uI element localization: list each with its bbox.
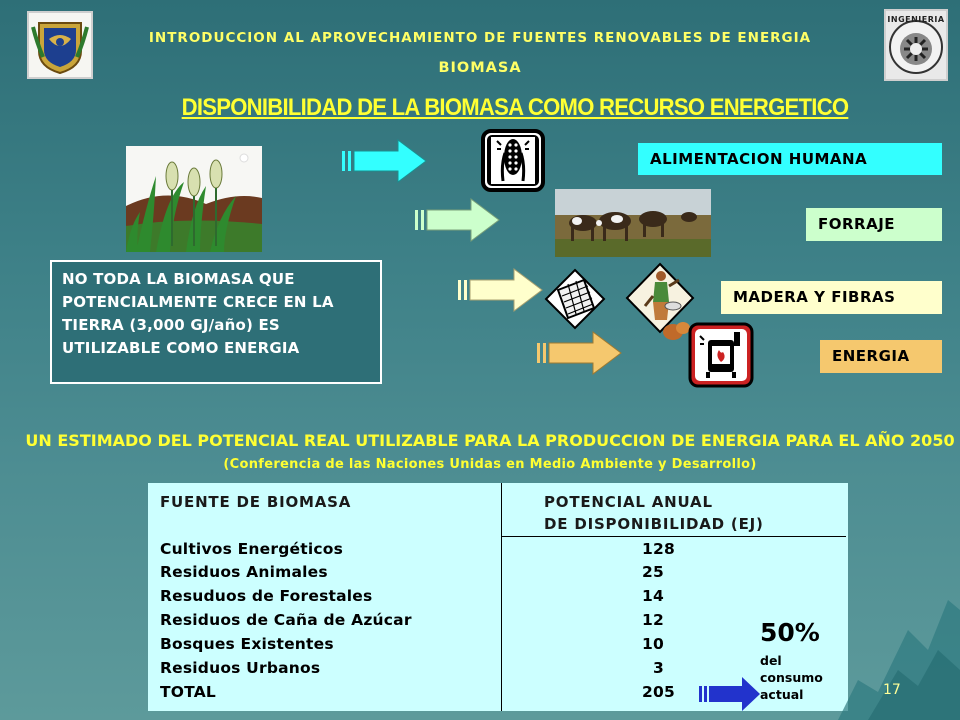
header-source: FUENTE DE BIOMASA [160,493,352,511]
label-forraje: FORRAJE [806,208,942,241]
row-source-forestales: Resuduos de Forestales [160,587,373,605]
percent-description [760,652,823,703]
firewood-icon [661,318,691,342]
row-value-animales: 25 [642,563,664,581]
course-title: INTRODUCCION AL APROVECHAMIENTO DE FUENTES RENOVABLES DE ENERGIA [148,30,812,46]
percent-line2: consumo [760,670,823,685]
label-energia: ENERGIA [820,340,942,373]
page-number: 17 [883,682,901,698]
row-source-total: TOTAL [160,683,216,701]
row-value-total: 205 [642,683,675,701]
row-source-cana: Residuos de Caña de Azúcar [160,611,412,629]
wood-fibers-icon [544,268,606,330]
biomass-plants-image [126,146,262,252]
row-value-cultivos: 128 [642,540,675,558]
row-value-forestales: 14 [642,587,664,605]
row-value-urbanos: 3 [653,659,664,677]
biomass-note: NO TODA LA BIOMASA QUE POTENCIALMENTE CRECE EN LA TIERRA (3,000 GJ/año) ES UTILIZABLE COMO ENERGIA [50,260,382,384]
table-column-divider [501,483,502,711]
cattle-image [555,189,711,257]
row-source-cultivos: Cultivos Energéticos [160,540,343,558]
ingenieria-logo [884,9,948,81]
estimate-source: (Conferencia de las Naciones Unidas en Medio Ambiente y Desarrollo) [223,457,757,472]
main-title: DISPONIBILIDAD DE LA BIOMASA COMO RECURSO ENERGETICO [181,94,849,121]
arrow-madera [456,267,546,317]
stove-fire-icon [688,322,754,388]
corn-icon [481,129,545,192]
estimate-caption [20,430,960,476]
header-potential-line1: POTENCIAL ANUAL [544,493,713,511]
arrow-forraje [413,197,503,247]
percent-line3: actual [760,687,804,702]
arrow-alimentacion [340,138,430,188]
arrow-energia [535,330,625,380]
percent-value: 50% [760,618,820,647]
row-source-animales: Residuos Animales [160,563,328,581]
label-alimentacion-humana: ALIMENTACION HUMANA [638,143,942,175]
label-madera-fibras: MADERA Y FIBRAS [721,281,942,314]
row-value-cana: 12 [642,611,664,629]
row-value-bosques: 10 [642,635,664,653]
section-subtitle: BIOMASA [438,60,522,76]
row-source-urbanos: Residuos Urbanos [160,659,321,677]
total-arrow [698,674,762,718]
header-potential-line2: DE DISPONIBILIDAD (EJ) [544,515,764,533]
row-source-bosques: Bosques Existentes [160,635,334,653]
ingenieria-logo-text: INGENIERIA [887,15,945,24]
estimate-main: UN ESTIMADO DEL POTENCIAL REAL UTILIZABLE PARA LA PRODUCCION DE ENERGIA PARA EL AÑO 2050 [25,431,955,450]
percent-line1: del [760,653,782,668]
